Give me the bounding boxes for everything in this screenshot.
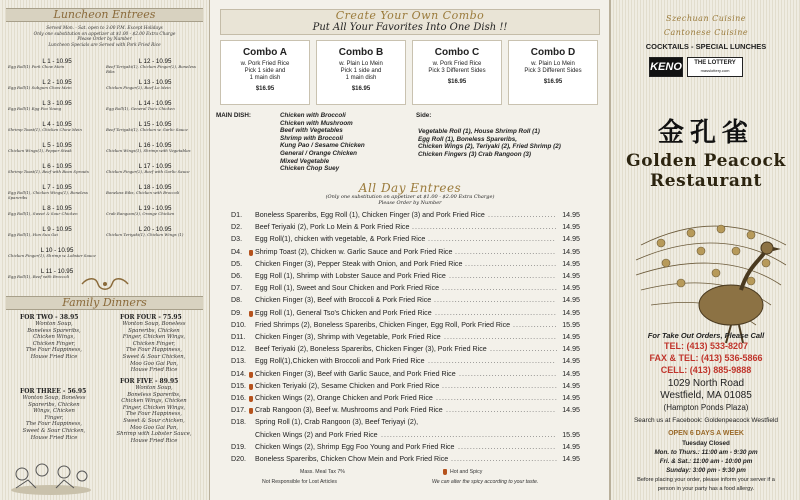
chili-pepper-icon (249, 372, 253, 378)
combo-d-card: Combo D w. Plain Lo Mein Pick 3 Different Sides $16.95 (508, 40, 598, 105)
entree-dot-leader: ........................................................... (381, 430, 557, 439)
chili-pepper-icon (249, 408, 253, 414)
lunch-item-code: L 14 - 10.95 (138, 100, 172, 107)
combo-header (220, 9, 600, 35)
side-item: Vegetable Roll (1), House Shrimp Roll (1) (418, 128, 540, 135)
takeout-note: For Take Out Orders, Please Call (647, 331, 765, 340)
family-dinners-title: Family Dinners (6, 296, 203, 310)
entree-description: Chicken Finger (3), Pepper Steak with Onion, and Pork Fried Rice (255, 259, 463, 268)
side-list (418, 128, 561, 158)
open-days: OPEN 6 DAYS A WEEK (668, 430, 744, 437)
family-dinner-line: The Four Happiness, (26, 347, 82, 354)
combo-a-card: Combo A w. Pork Fried Rice Pick 1 side and 1 main dish $16.95 (220, 40, 310, 105)
family-dinner-line: Moo Goo Gai Pan, (129, 360, 179, 367)
cuisine-szechuan: Szechuan Cuisine (665, 14, 747, 23)
entree-dot-leader: ..................................... (446, 406, 556, 415)
entree-dot-leader: ....................................... (442, 284, 558, 293)
lunch-item (8, 205, 106, 217)
family-dinner-line: House Fried Rice (130, 367, 178, 374)
main-dish-list (280, 112, 365, 173)
left-panel (0, 0, 210, 500)
entree-code: D5. (231, 259, 243, 268)
lunch-item (8, 226, 106, 238)
chili-pepper-icon (249, 250, 253, 256)
entree-price: 14.95 (562, 357, 580, 366)
hot-spicy-icon (443, 469, 447, 475)
lunch-item-desc: Egg Roll(1) Subgum Chow Mein (8, 85, 72, 90)
lunch-item-code: L 3 - 10.95 (42, 100, 72, 107)
chinese-name: 金孔雀 (657, 118, 754, 148)
family-dinner-line: Wonton Soup, (35, 321, 73, 327)
all-day-note: (Only one substitution on appetizer at $1.00 - $2.00 Extra Charge) (325, 194, 495, 200)
restaurant-name-line2: Restaurant (650, 171, 762, 191)
lunch-item-desc: Egg Roll(1), Beef with Broccoli (8, 274, 70, 279)
entree-dot-leader: ............... (513, 320, 558, 329)
family-dinner-line: Boneless Spareribs, (127, 391, 181, 398)
entree-price: 14.95 (562, 259, 580, 268)
family-dinner-line: Sweet & Sour Chicken, (122, 353, 186, 360)
dinner-scene-illustration-icon (6, 460, 96, 496)
entree-code: D20. (231, 455, 246, 463)
combo-c-card: Combo C w. Pork Fried Rice Pick 3 Different Sides $16.95 (412, 40, 502, 105)
family-dinner-line: Wonton Soup, Boneless (22, 395, 86, 401)
entree-dot-leader: .................................... (451, 455, 558, 463)
family-dinner-line: The Four Happiness, (126, 347, 182, 354)
entree-price: 14.95 (562, 235, 580, 244)
meal-tax-note: Mass. Meal Tax 7% (300, 469, 345, 475)
entree-description: Chicken Teriyaki (2), Sesame Chicken and Pork Fried Rice (255, 381, 440, 390)
main-dish-item: Chicken with Mushroom (280, 119, 353, 127)
entree-price: 14.95 (562, 272, 580, 280)
family-for-two: FOR TWO - 38.95 Wonton Soup, Boneless Spareribs, Chicken Wings, Chicken Finger, The Four Happiness, House Fried Rice (6, 314, 102, 361)
entree-code: D17. (231, 406, 246, 415)
entree-description: Shrimp Toast (2), Chicken w. Garlic Sauce and Pork Fried Rice (255, 247, 453, 256)
entree-code: D3. (231, 235, 243, 244)
lunch-item-desc: Shrimp Toast(1), Beef with Bean Sprouts (8, 169, 89, 174)
entree-description: Egg Roll (1), General Tso's Chicken and Pork Fried Rice (255, 308, 432, 317)
family-for-three: FOR THREE - 56.95 Wonton Soup, Boneless Spareribs, Chicken Wings, Chicken Finger, The Four Happiness, Sweet & Sour Chicken, House Fried Rice (6, 388, 102, 441)
side-item: Egg Roll (1), Boneless Spareribs, (418, 135, 518, 143)
entree-price: 15.95 (562, 320, 580, 329)
allergy-note-line2: person in your party has a food allergy. (657, 486, 755, 492)
lunch-item-code: L 10 - 10.95 (40, 247, 74, 254)
entree-code: D10. (231, 320, 246, 329)
entree-price: 14.95 (562, 381, 580, 390)
lunch-item-desc: Chicken Teriyaki(1), Chicken Wings (1) (106, 232, 184, 237)
keno-logo: KENO (649, 57, 683, 77)
entree-description: Beef Teriyaki (2), Pork Lo Mein & Pork Fried Rice (255, 223, 410, 232)
lunch-item-desc: Chicken Wings(1), Shrimp with Vegetables (106, 148, 191, 153)
side-item: Chicken Fingers (3) Crab Rangoon (3) (418, 150, 532, 158)
lunch-item (8, 247, 106, 259)
combo-title: Create Your Own Combo (335, 9, 485, 22)
all-day-order-note: Please Order by Number (378, 200, 442, 206)
family-dinner-line: The Four Happiness, (26, 421, 82, 428)
chili-pepper-icon (249, 396, 253, 402)
lunch-item (8, 184, 106, 200)
family-dinner-line: Chicken Finger, (32, 340, 76, 347)
main-dish-item: Chicken Chop Suey (280, 165, 340, 173)
lunch-item-code: L 2 - 10.95 (42, 79, 72, 86)
family-dinner-line: Sweet & Sour chicken, (123, 417, 185, 424)
lunch-item (8, 58, 106, 70)
scroll-ornament-icon (78, 277, 132, 291)
lunch-item-desc: Egg Roll(1) Pork Chow Mein (8, 64, 65, 69)
main-dish-item: Chicken with Broccoli (280, 112, 346, 119)
entree-description: Egg Roll (1), Sweet and Sour Chicken and Pork Fried Rice (255, 284, 440, 293)
entree-description: Boneless Spareribs, Egg Roll (1), Chicken Finger (3) and Pork Fried Rice (255, 211, 485, 219)
hours-sunday: Sunday: 3:00 pm - 9:30 pm (666, 467, 746, 474)
family-dinner-line: The Four Happiness, (126, 411, 182, 418)
main-dish-item: General / Orange Chicken (280, 149, 357, 157)
entree-code: D13. (231, 357, 246, 366)
entree-description: Chicken Wings (2) and Pork Fried Rice (255, 430, 378, 439)
entree-description: Egg Roll(1),Chicken with Broccoli and Pork Fried Rice (255, 357, 425, 366)
entree-code: D15. (231, 381, 246, 390)
entree-code: D16. (231, 394, 246, 402)
lunch-item-desc: Chicken Finger(2), Beef Lo Mein (106, 85, 171, 90)
phone-fax[interactable]: FAX & TEL: (413) 536-5866 (649, 353, 763, 363)
entree-description: Spring Roll (1), Crab Rangoon (3), Beef Teriyayi (2), (255, 418, 419, 427)
family-dinner-line: Moo Goo Gai Pan, (129, 424, 179, 431)
lunch-item (106, 79, 204, 91)
entree-dot-leader: ......................................... (435, 308, 557, 317)
main-dish-label: MAIN DISH: (216, 112, 251, 119)
entree-price: 14.95 (562, 345, 580, 354)
lunch-item-code: L 20 - 10.95 (138, 226, 172, 233)
lunch-item-code: L 6 - 10.95 (42, 163, 72, 170)
entree-price: 14.95 (562, 296, 580, 305)
right-panel (610, 0, 800, 500)
lunch-item (8, 163, 106, 175)
lunch-item (106, 163, 204, 175)
luncheon-title: Luncheon Entrees (6, 8, 203, 22)
entree-code: D7. (231, 284, 243, 293)
lunch-item (8, 100, 106, 112)
chili-pepper-icon (249, 311, 253, 317)
entree-code: D9. (231, 308, 243, 317)
lunch-item (106, 184, 204, 196)
lunch-item-code: L 5 - 10.95 (42, 142, 72, 149)
entree-description: Chicken Wings (2), Orange Chicken and Pork Fried Rice (255, 394, 433, 402)
entree-description: Chicken Finger (3), Shrimp with Vegetable, Pork Fried Rice (255, 333, 441, 341)
entree-code: D11. (231, 333, 246, 341)
lunch-item-code: L 4 - 10.95 (42, 121, 72, 128)
entree-dot-leader: ................................. (458, 442, 557, 451)
family-dinner-line: Finger, Chicken Wings, (122, 404, 186, 411)
entree-dot-leader: ............................... (465, 259, 558, 268)
entree-code: D19. (231, 442, 246, 451)
entree-price: 14.95 (562, 394, 580, 402)
address-city: Westfield, MA 01085 (660, 390, 752, 401)
main-dish-item: Mixed Vegetable (280, 157, 330, 165)
lunch-item-desc: Chicken Wings(1), Pepper Steak (8, 148, 72, 153)
entree-description: Egg Roll(1), chicken with vegetable, & Pork Fried Rice (255, 235, 426, 244)
lunch-item-code: L 8 - 10.95 (42, 205, 72, 212)
family-dinner-line: Chicken Finger, (132, 340, 176, 347)
entree-price: 14.95 (562, 308, 580, 317)
entree-price: 14.95 (562, 247, 580, 256)
entree-description: Boneless Spareribs, Chicken Chow Mein and Pork Fried Rice (255, 455, 449, 463)
allergy-note-line1: Before placing your order, please inform your server if a (637, 477, 775, 483)
lunch-item (106, 58, 204, 74)
lunch-item-code: L 1 - 10.95 (42, 58, 72, 65)
lunch-item (106, 142, 204, 154)
side-item: Chicken Wings (2), Teriyaki (2), Fried Shrimp (2) (418, 143, 561, 151)
lunch-item-desc: Egg Roll(1), Chicken Wings(1), Boneless Spareribs (8, 190, 88, 200)
entree-dot-leader: .................................. (455, 247, 557, 256)
combo-subtitle: Put All Your Favorites Into One Dish !! (312, 22, 508, 33)
lunch-item-desc: Beef Teriyaki(1), Chicken Finger(2), Boneless Ribs (106, 64, 196, 74)
entree-description: Chicken Finger (3), Beef with Broccoli & Pork Fried Rice (255, 296, 432, 305)
entree-code: D2. (231, 223, 243, 232)
entree-code: D6. (231, 272, 243, 280)
entree-dot-leader: ................................................. (412, 223, 558, 232)
spicy-alter-note: We can alter the spicy according to your taste. (432, 479, 539, 485)
lunch-item (106, 100, 204, 112)
entree-dot-leader: ....................... (490, 345, 559, 354)
family-dinner-line: Finger, (44, 414, 64, 421)
entree-description: Fried Shrimps (2), Boneless Spareribs, Chicken Finger, Egg Roll, Pork Fried Rice (255, 320, 511, 329)
lunch-item-desc: Chicken Finger(2), Beef with Garlic Sauce (106, 169, 190, 174)
family-dinner-line: Finger, Chicken Wings, (122, 334, 186, 341)
lunch-item (106, 205, 204, 217)
hot-spicy-legend: Hot and Spicy (450, 469, 483, 475)
lunch-item-code: L 7 - 10.95 (42, 184, 72, 191)
entree-price: 14.95 (562, 284, 580, 293)
lunch-item-code: L 16 - 10.95 (138, 142, 172, 149)
family-dinner-line: Wings, Chicken (33, 408, 75, 415)
family-dinner-line: Chicken Wings, Chicken (121, 398, 187, 405)
family-dinner-line: Spareribs, Chicken (128, 327, 180, 334)
entree-code: D4. (231, 247, 243, 256)
entree-dot-leader: ................................. (459, 369, 558, 378)
entree-dot-leader: ....................................... (442, 381, 558, 390)
lunch-item-desc: Beef Teriyaki(1), Chicken w. Garlic Sauce (106, 127, 188, 132)
lunch-item (8, 142, 106, 154)
family-dinner-line: Boneless Spareribs, (27, 327, 81, 334)
entree-price: 14.95 (562, 369, 580, 378)
main-dish-item: Shrimp with Broccoli (280, 134, 343, 142)
entree-dot-leader: ......................................... (436, 394, 558, 402)
entree-price: 14.95 (562, 223, 580, 232)
family-dinner-line: Wonton Soup, Boneless (122, 321, 186, 327)
main-dish-item: Beef with Vegetables (280, 127, 343, 135)
family-for-four: FOR FOUR - 75.95 Wonton Soup, Boneless Spareribs, Chicken Finger, Chicken Wings, Chicken Finger, The Four Happiness, Sweet & Sour Chicken, Moo Goo Gai Pan, House Fried Rice (106, 314, 202, 374)
main-dish-item: Kung Pao / Sesame Chicken (280, 142, 365, 150)
phone-cell[interactable]: CELL: (413) 885-9888 (660, 365, 752, 375)
hours-weekend: Fri. & Sat.: 11:00 am - 10:00 pm (659, 458, 753, 465)
side-label: Side: (416, 112, 432, 119)
family-dinner-line: Chicken Wings, (33, 334, 75, 341)
lunch-item-code: L 12 - 10.95 (138, 58, 172, 65)
restaurant-name-line1: Golden Peacock (626, 151, 786, 171)
entree-price: 14.95 (562, 211, 580, 219)
lunch-item-desc: Egg Roll(1), Hon Suu Gai (8, 232, 58, 237)
entree-dot-leader: ....................... (488, 211, 557, 219)
lunch-item-desc: Chicken Finger(1), Shrimp w. Lobster Sauce (8, 253, 96, 258)
chili-pepper-icon (249, 384, 253, 390)
lunch-item-desc: Egg Roll(1), General Tso's Chicken (106, 106, 175, 111)
entree-code: D1. (231, 211, 243, 219)
phone-tel[interactable]: TEL: (413) 533-8207 (663, 341, 749, 351)
middle-panel (210, 0, 610, 500)
lunch-item-code: L 19 - 10.95 (138, 205, 172, 212)
family-dinner-line: House Fried Rice (30, 353, 78, 360)
entree-dot-leader: ........................................... (428, 235, 556, 244)
entree-description: Chicken Finger (3), Beef with Garlic Sauce, and Pork Fried Rice (255, 369, 456, 378)
entree-price: 14.95 (562, 442, 580, 451)
lunch-item-desc: Egg Roll(1) Egg Foo Young (8, 106, 62, 111)
entree-description: Crab Rangoon (3), Beef w. Mushrooms and Pork Fried Rice (255, 406, 443, 415)
hours-weekday: Mon. to Thurs.: 11:00 am - 9:30 pm (654, 449, 758, 456)
entree-description: Beef Teriyaki (2), Boneless Spareribs, Chicken Finger (3), Pork Fried Rice (255, 345, 487, 354)
family-for-five: FOR FIVE - 89.95 Wonton Soup, Boneless Spareribs, Chicken Wings, Chicken Finger, Chicken Wings, The Four Happiness, Sweet & Sour chicken, Moo Goo Gai Pan, Shrimp with Lobster Sauce, House Fried Rice (106, 378, 202, 444)
family-dinner-line: Shrimp with Lobster Sauce, (116, 431, 192, 438)
lunch-item-desc: Boneless Ribs, Chicken with Broccoli (106, 190, 180, 195)
lunch-item-desc: Crab Rangoon(3), Orange Chicken (106, 211, 175, 216)
combo-b-card: Combo B w. Plain Lo Mein Pick 1 side and 1 main dish $16.95 (316, 40, 406, 105)
entree-code: D8. (231, 296, 243, 305)
lottery-logo: THE LOTTERY masslottery.com (687, 57, 743, 77)
lost-articles-note: Not Responsible for Lost Articles (262, 479, 337, 485)
entree-dot-leader: ...................................... (444, 333, 557, 341)
lunch-item (106, 226, 204, 238)
family-dinner-line: Sweet & Sour Chicken, (22, 427, 86, 434)
entree-price: 14.95 (562, 455, 580, 463)
lunch-item-code: L 17 - 10.95 (138, 163, 172, 170)
family-dinner-line: Wonton Soup, (135, 385, 173, 391)
entree-description: Egg Roll (1), Shrimp with Lobster Sauce and Pork Fried Rice (255, 272, 446, 280)
lunch-item (106, 121, 204, 133)
family-dinner-line: Spareribs, Chicken (28, 401, 80, 408)
address-plaza: (Hampton Ponds Plaza) (663, 403, 749, 412)
entree-dot-leader: .................................... (449, 272, 556, 280)
tagline: COCKTAILS - SPECIAL LUNCHES (645, 42, 767, 51)
lunch-item-desc: Egg Roll(1), Sweet & Sour Chicken (8, 211, 78, 216)
all-day-title: All Day Entrees (358, 181, 462, 195)
lunch-item-code: L 13 - 10.95 (138, 79, 172, 86)
lunch-item (8, 121, 106, 133)
family-dinner-line: House Fried Rice (30, 434, 78, 441)
lunch-item-code: L 15 - 10.95 (138, 121, 172, 128)
closed-day: Tuesday Closed (682, 440, 730, 447)
family-dinner-line: House Fried Rice (130, 437, 178, 444)
entree-code: D18. (231, 418, 246, 427)
lunch-item-desc: Shrimp Toast(1), Chicken Chow Mein (8, 127, 82, 132)
entree-code: D12. (231, 345, 246, 354)
lunch-item-code: L 9 - 10.95 (42, 226, 72, 233)
entree-price: 14.95 (562, 333, 580, 341)
cuisine-cantonese: Cantonese Cuisine (663, 28, 749, 37)
entree-price: 14.95 (562, 406, 580, 415)
entree-price: 15.95 (562, 430, 580, 439)
entree-dot-leader: ......................................... (434, 296, 556, 305)
entree-description: Chicken Wings (2), Shrimp Egg Foo Young and Pork Fried Rice (255, 442, 455, 451)
entree-dot-leader: ........................................... (428, 357, 556, 366)
facebook-note[interactable]: Search us at Facebook: Goldenpeacock Westfield (633, 417, 779, 424)
address-street: 1029 North Road (667, 378, 745, 389)
lunch-item-code: L 11 - 10.95 (40, 268, 74, 275)
entree-code: D14. (231, 369, 246, 378)
lunch-item-code: L 18 - 10.95 (138, 184, 172, 191)
lunch-item (8, 79, 106, 91)
luncheon-notes: Served Mon. - Sat. open to 3:00 P.M. Except Holidays Only one substitution on appetizer at $1.00 - $2.00 Extra Charge Please Order by Number Luncheon Specials are Served with Pork Fried Rice (33, 26, 176, 48)
